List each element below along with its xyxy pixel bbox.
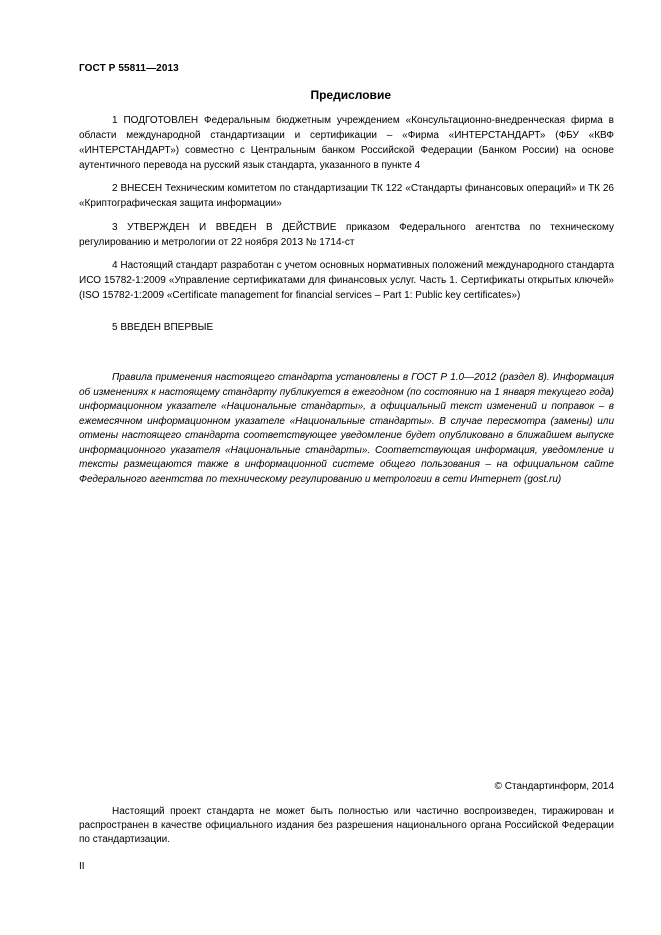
page-number: II [79,861,85,872]
standard-code: ГОСТ Р 55811—2013 [79,63,179,74]
foreword-item-1: 1 ПОДГОТОВЛЕН Федеральным бюджетным учреждением «Консультационно-внедренческая фирма в области международной стандартизации и сертификации – «Фирма «ИНТЕРСТАНДАРТ» (ФБУ «КВФ «ИНТЕРСТАНДАРТ») совместно с Центральным банком Российской Федерации (Банком России) на основе аутентичного перевода на русский язык стандарта, указанного в пункте 4 [79,115,614,171]
foreword-item-4: 4 Настоящий стандарт разработан с учетом основных нормативных положений международного стандарта ИСО 15782-1:2009 «Управление сертификатами для финансовых услуг. Часть 1. Сертификаты открытых ключей» (ISO 15782-1:2009 «Certificate management for financial services – Part 1: Public key certificates») [79,260,614,301]
foreword-item-5: 5 ВВЕДЕН ВПЕРВЫЕ [112,322,214,333]
foreword-item-3: 3 УТВЕРЖДЕН И ВВЕДЕН В ДЕЙСТВИЕ приказом Федерального агентства по техническому регулированию и метрологии от 22 ноября 2013 № 1714-ст [79,222,614,248]
section-title-text: Предисловие [310,88,391,102]
copyright-notice: © Стандартинформ, 2014 [494,781,614,792]
section-title [79,88,614,102]
reproduction-disclaimer: Настоящий проект стандарта не может быть полностью или частично воспроизведен, тиражирован и распространен в качестве официального издания без разрешения национального органа Российской Федерации по стандартизации. [79,806,614,845]
foreword-item-2: 2 ВНЕСЕН Техническим комитетом по стандартизации ТК 122 «Стандарты финансовых операций» и ТК 26 «Криптографическая защита информации» [79,183,614,209]
application-rules-note: Правила применения настоящего стандарта установлены в ГОСТ Р 1.0—2012 (раздел 8). Информация об изменениях к настоящему стандарту публикуется в ежегодном (по состоянию на 1 января текущего года) информационном указателе «Национальные стандарты», а официальный текст изменений и поправок – в ежемесячном информационном указателе «Национальные стандарты». В случае пересмотра (замены) или отмены настоящего стандарта соответствующее уведомление будет опубликовано в ближайшем выпуске информационного указателя «Национальные стандарты». Соответствующая информация, уведомление и тексты размещаются также в информационной системе общего пользования – на официальном сайте Федерального агентства по техническому регулированию и метрологии в сети Интернет (gost.ru) [79,372,614,485]
